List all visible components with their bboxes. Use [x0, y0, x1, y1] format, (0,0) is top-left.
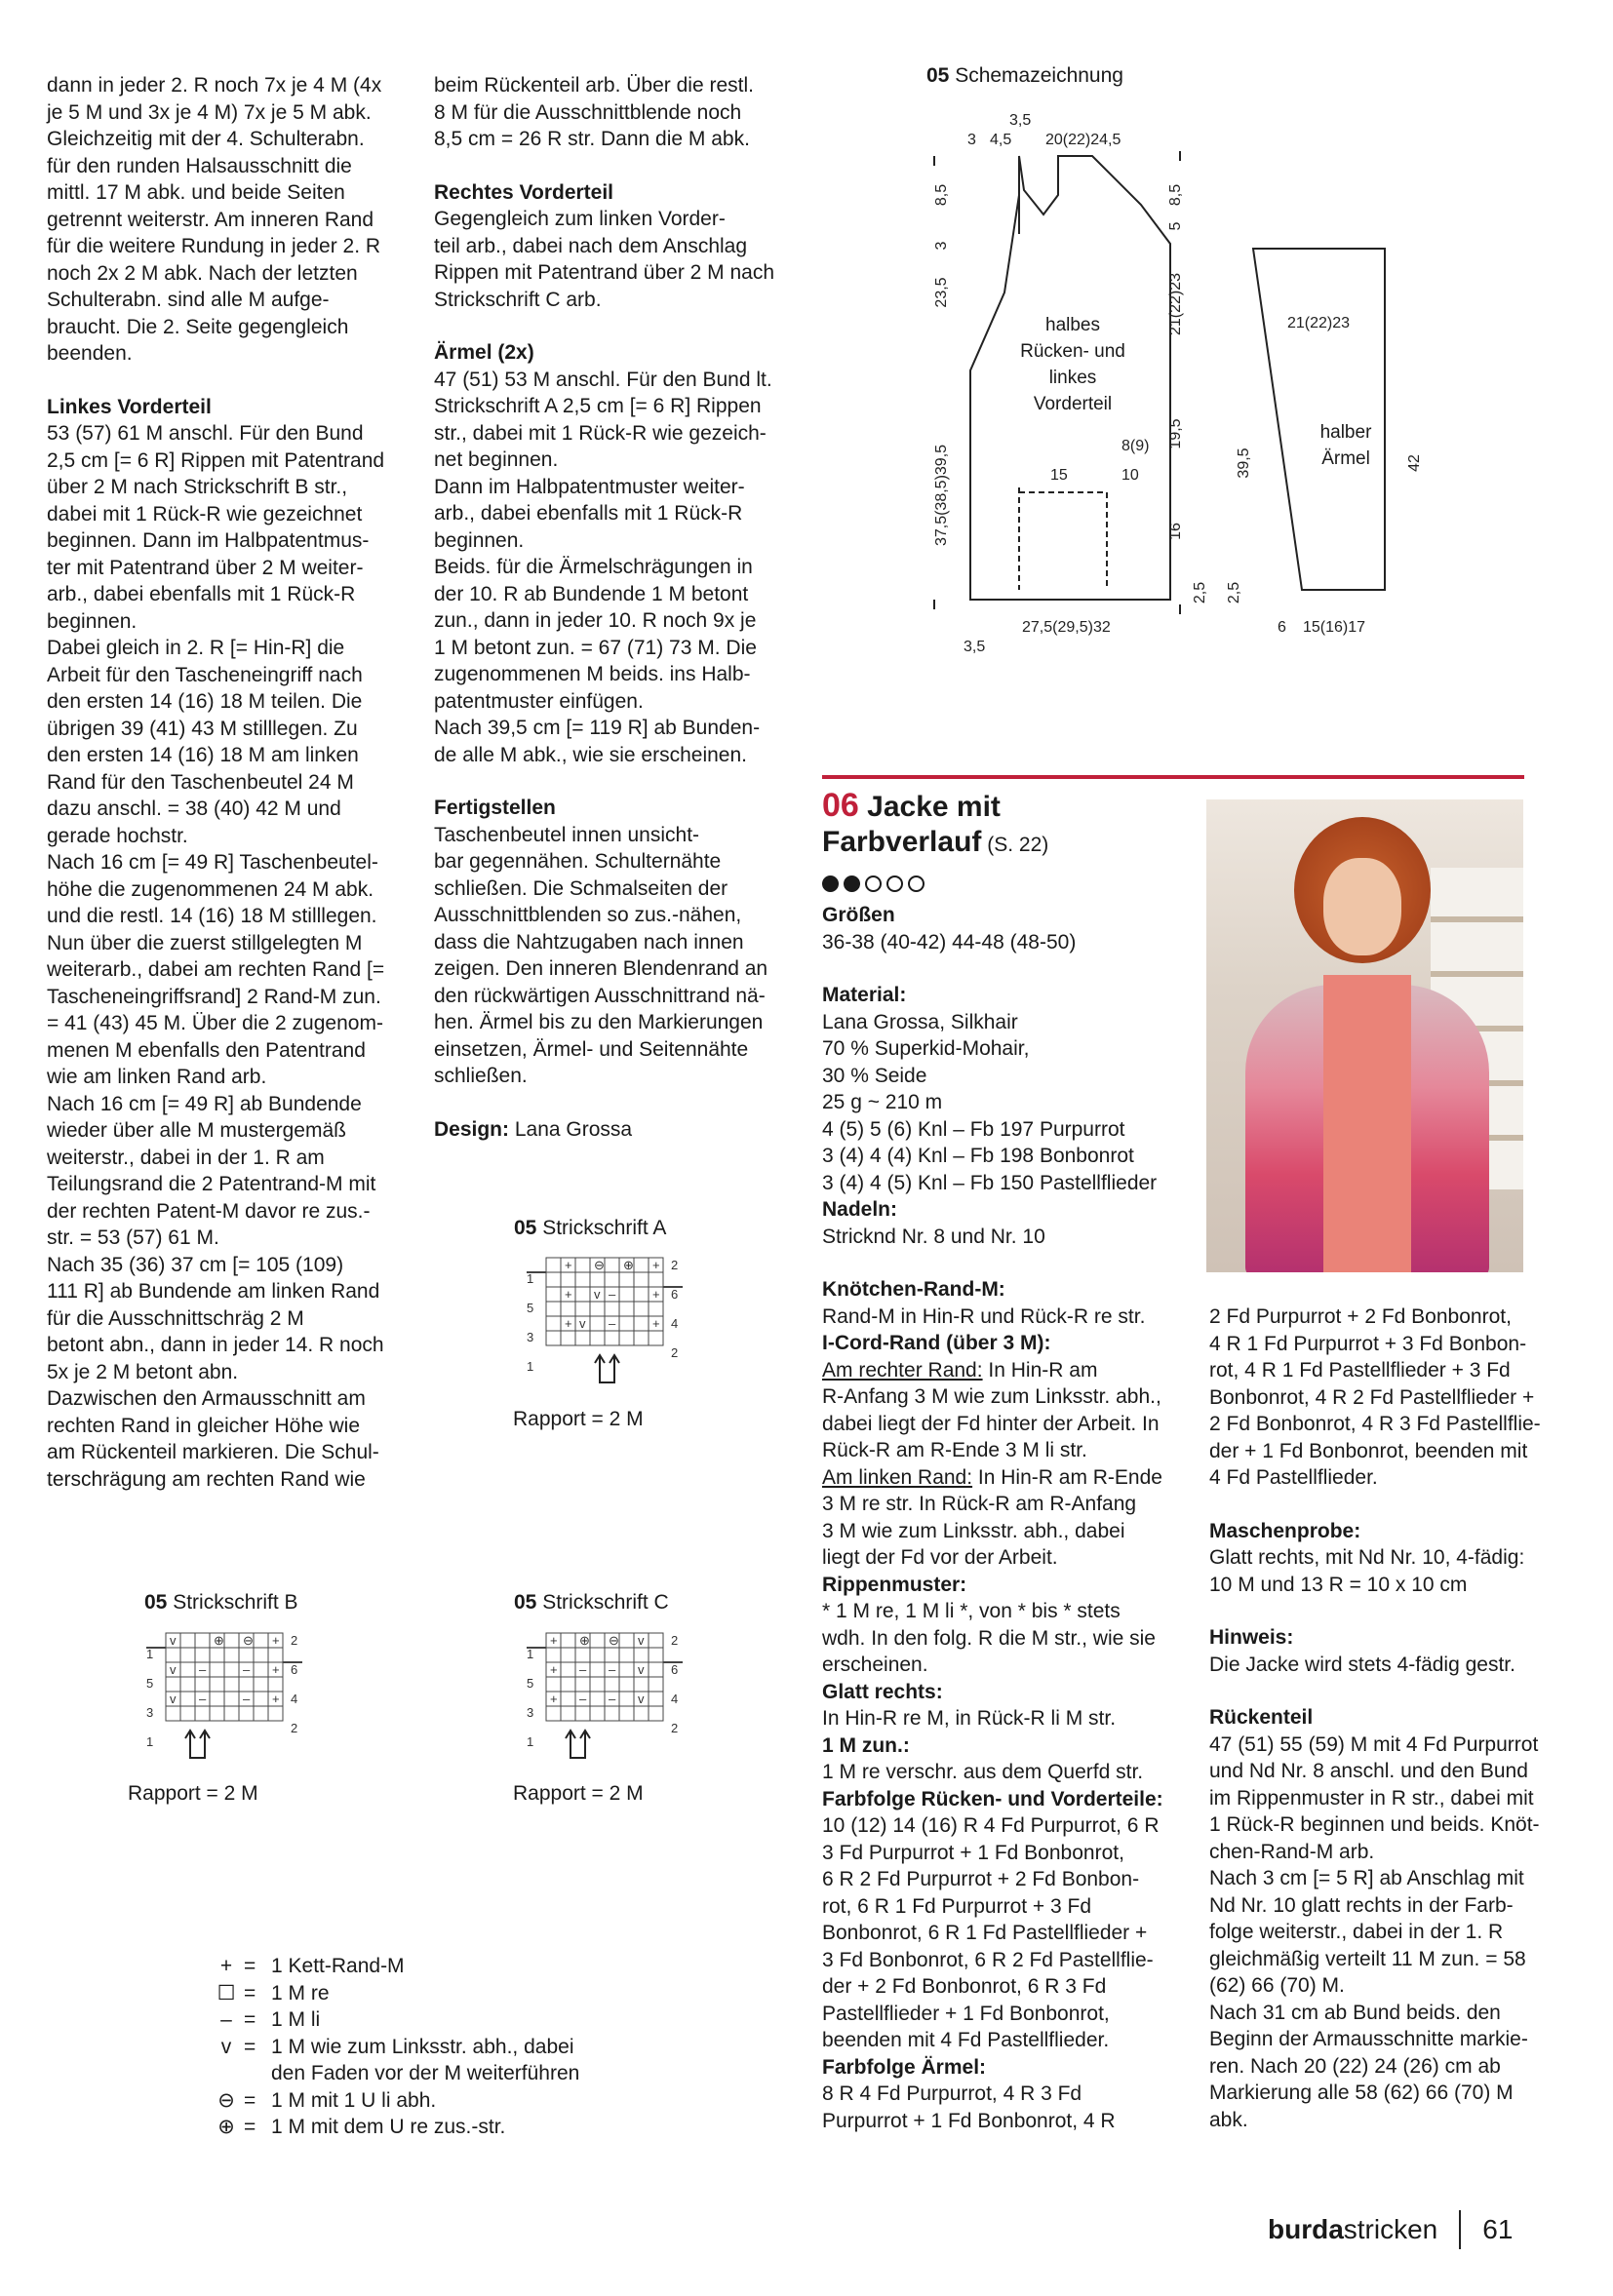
svg-text:⊖: ⊖: [609, 1633, 619, 1648]
svg-text:+: +: [550, 1692, 558, 1706]
svg-text:8,5: 8,5: [1167, 183, 1184, 207]
svg-text:v: v: [579, 1316, 586, 1331]
model-photo: [1206, 799, 1523, 1272]
chart-b-grid: [127, 1623, 322, 1770]
chart-legend: [209, 1953, 579, 2141]
svg-text:v: v: [170, 1692, 177, 1706]
svg-text:3: 3: [933, 241, 950, 251]
svg-text:21(22)23: 21(22)23: [1287, 315, 1351, 331]
svg-text:1: 1: [527, 1271, 534, 1286]
pattern-06-rule: [822, 775, 1524, 779]
glatt-body: In Hin-R re M, in Rück-R li M str.: [822, 1707, 1117, 1730]
svg-text:–: –: [579, 1662, 587, 1677]
svg-text:–: –: [609, 1692, 616, 1706]
svg-text:5: 5: [1167, 221, 1184, 231]
design-credit: Design: Lana Grossa: [434, 1117, 633, 1141]
svg-text:15(16)17: 15(16)17: [1303, 619, 1366, 636]
legend-row: – = 1 M li: [209, 2006, 579, 2034]
groessen-heading: Größen: [822, 904, 895, 926]
legend-row: + = 1 Kett-Rand-M: [209, 1953, 579, 1980]
legend-row: v = 1 M wie zum Linksstr. abh., dabei: [209, 2034, 579, 2061]
column-2: [434, 72, 795, 1143]
knit-stitch-symbol-icon: ☐: [216, 1981, 236, 2004]
svg-text:+: +: [550, 1633, 558, 1648]
icord-left: Am linken Rand: In Hin-R am R-Ende 3 M re str. In Rück-R am R-Anfang 3 M wie zum Linksstr. abh., dabei liegt der Fd vor der Arbeit.: [822, 1465, 1162, 1569]
footer-divider: [1459, 2210, 1461, 2249]
chart-a-grid: [507, 1248, 702, 1394]
svg-text:v: v: [638, 1662, 645, 1677]
svg-text:5: 5: [146, 1676, 154, 1691]
photo-blouse: [1323, 975, 1411, 1272]
legend-row: ⊖ = 1 M mit 1 U li abh.: [209, 2087, 579, 2115]
svg-text:–: –: [609, 1287, 616, 1302]
zun-heading: 1 M zun.:: [822, 1733, 910, 1757]
svg-text:6: 6: [1278, 619, 1286, 636]
svg-text:+: +: [272, 1662, 280, 1677]
photo-face: [1323, 858, 1401, 955]
glatt-heading: Glatt rechts:: [822, 1680, 943, 1703]
svg-text:+: +: [565, 1287, 572, 1302]
material-heading: Material:: [822, 984, 907, 1006]
brand-bold: burda: [1268, 2214, 1344, 2244]
svg-text:1: 1: [146, 1647, 154, 1661]
svg-text:+: +: [550, 1662, 558, 1677]
nadeln-heading: Nadeln:: [822, 1198, 898, 1221]
difficulty-filled-dot-icon: [844, 876, 860, 892]
svg-text:23,5: 23,5: [933, 277, 950, 308]
svg-text:6: 6: [291, 1662, 298, 1677]
zun-body: 1 M re verschr. aus dem Querfd str.: [822, 1761, 1144, 1783]
difficulty-empty-dot-icon: [886, 876, 903, 892]
farbfolge-aermel-body: 8 R 4 Fd Purpurrot, 4 R 3 Fd Purpurrot + 1 Fd Bonbonrot, 4 R: [822, 2082, 1116, 2132]
knoetchen-heading: Knötchen-Rand-M:: [822, 1278, 1005, 1301]
svg-text:v: v: [594, 1287, 601, 1302]
difficulty-empty-dot-icon: [865, 876, 882, 892]
column2-intro: beim Rückenteil arb. Über die restl. 8 M für die Ausschnittblende noch 8,5 cm = 26 R str. Dann die M abk.: [434, 74, 754, 150]
chart-b-title: 05 Strickschrift B: [144, 1591, 298, 1614]
svg-text:–: –: [609, 1662, 616, 1677]
knit-together-symbol-icon: ⊕: [217, 2116, 235, 2138]
rechtes-vorderteil-heading: Rechtes Vorderteil: [434, 180, 614, 204]
farbfolge-aermel-heading: Farbfolge Ärmel:: [822, 2055, 987, 2079]
pattern-06-title: 06 Jacke mit Farbverlauf (S. 22): [822, 787, 1049, 858]
fertigstellen-body: Taschenbeutel innen unsicht- bar gegennähen. Schulternähte schließen. Die Schmalseiten der Ausschnittblenden so zus.-nähen, dass die Nahtzugaben nach innen zeigen. Den inneren Blendenrand an den rückwärtigen Ausschnittrand nä- hen. Ärmel bis zu den Markierungen einsetzen, Ärmel- und Seitennähte schließen.: [434, 823, 768, 1087]
groessen-value: 36-38 (40-42) 44-48 (48-50): [822, 930, 1077, 953]
svg-text:2,5: 2,5: [1226, 581, 1242, 604]
svg-text:⊖: ⊖: [594, 1258, 605, 1272]
svg-text:3,5: 3,5: [964, 639, 986, 655]
fertigstellen-heading: Fertigstellen: [434, 797, 556, 819]
difficulty-rating: [822, 876, 929, 897]
chart-c-grid: [507, 1623, 702, 1770]
chart-a-title: 05 Strickschrift A: [514, 1217, 667, 1239]
svg-text:⊖: ⊖: [243, 1633, 254, 1648]
svg-text:42: 42: [1406, 454, 1423, 472]
icord-heading: I-Cord-Rand (über 3 M):: [822, 1332, 1051, 1354]
svg-text:20(22)24,5: 20(22)24,5: [1045, 132, 1121, 148]
svg-text:5: 5: [527, 1301, 534, 1315]
svg-text:3: 3: [146, 1705, 154, 1720]
schema-drawing: [917, 97, 1463, 673]
purl-stitch-symbol-icon: –: [220, 2008, 232, 2031]
svg-text:19,5: 19,5: [1167, 418, 1184, 449]
svg-text:5: 5: [527, 1676, 534, 1691]
rueckenteil-body: 47 (51) 55 (59) M mit 4 Fd Purpurrot und Nd Nr. 8 anschl. und den Bund im Rippenmuster in R str., dabei mit 1 Rück-R beginnen und beids. Knöt- chen-Rand-M arb. Nach 3 cm [= 5 R] ab Anschlag mit Nd Nr. 10 glatt rechts in der Farb- folge weiterstr., dabei in der 1. R gleichmäßig verteilt 11 M zun. = 58 (62) 66 (70) M. Nach 31 cm ab Bund beids. den Beginn der Armausschnitte markie- ren. Nach 20 (22) 24 (26) cm ab Markierung alle 58 (62) 66 (70) M abk.: [1209, 1732, 1540, 2131]
svg-text:+: +: [652, 1287, 660, 1302]
svg-text:2,5: 2,5: [1192, 581, 1208, 604]
svg-text:+: +: [652, 1316, 660, 1331]
page-number: 61: [1482, 2214, 1514, 2244]
svg-text:+: +: [652, 1258, 660, 1272]
svg-text:–: –: [609, 1316, 616, 1331]
svg-text:4: 4: [671, 1316, 679, 1331]
svg-text:–: –: [199, 1662, 207, 1677]
svg-text:4: 4: [671, 1692, 679, 1706]
svg-text:8(9): 8(9): [1121, 438, 1150, 454]
rechtes-vorderteil-body: Gegengleich zum linken Vorder- teil arb., dabei nach dem Anschlag Rippen mit Patentrand über 2 M nach Strickschrift C arb.: [434, 208, 775, 311]
svg-text:+: +: [565, 1316, 572, 1331]
material-body: Lana Grossa, Silkhair 70 % Superkid-Mohair, 30 % Seide 25 g ~ 210 m 4 (5) 5 (6) Knl – Fb 197 Purpurrot 3 (4) 4 (4) Knl – Fb 198 Bonbonrot 3 (4) 4 (5) Knl – Fb 150 Pastellflieder: [822, 1010, 1158, 1194]
hinweis-body: Die Jacke wird stets 4-fädig gestr.: [1209, 1653, 1515, 1676]
linkes-vorderteil-heading: Linkes Vorderteil: [47, 395, 212, 418]
svg-text:1: 1: [527, 1647, 534, 1661]
svg-text:4: 4: [291, 1692, 298, 1706]
svg-text:3: 3: [527, 1705, 534, 1720]
svg-text:10: 10: [1121, 467, 1139, 484]
kett-rand-symbol-icon: +: [219, 1955, 233, 1977]
icord-right: Am rechter Rand: In Hin-R am R-Anfang 3 M wie zum Linksstr. abh., dabei liegt der Fd hinter der Arbeit. In Rück-R am R-Ende 3 M li str.: [822, 1358, 1161, 1461]
svg-text:1: 1: [527, 1734, 534, 1749]
svg-text:2: 2: [671, 1345, 679, 1360]
svg-text:–: –: [579, 1692, 587, 1706]
farbfolge-body: 10 (12) 14 (16) R 4 Fd Purpurrot, 6 R 3 Fd Purpurrot + 1 Fd Bonbonrot, 6 R 2 Fd Purpurrot + 2 Fd Bonbon- rot, 6 R 1 Fd Purpurrot + 3 Fd Bonbonrot, 6 R 1 Fd Pastellflieder + 3 Fd Bonbonrot, 6 R 2 Fd Pastellflie- der + 2 Fd Bonbonrot, 6 R 3 Fd Pastellflieder + 1 Fd Bonbonrot, beenden mit 4 Fd Pastellflieder.: [822, 1814, 1160, 2051]
svg-text:1: 1: [527, 1359, 534, 1374]
svg-text:v: v: [170, 1633, 177, 1648]
svg-text:v: v: [638, 1633, 645, 1648]
aermel-body: 47 (51) 53 M anschl. Für den Bund lt. Strickschrift A 2,5 cm [= 6 R] Rippen str., dabei mit 1 Rück-R wie gezeich- net beginnen. Dann im Halbpatentmuster weiter- arb., dabei ebenfalls mit 1 Rück-R beginnen. Beids. für die Ärmelschrägungen in der 10. R ab Bundende 1 M betont zun., dann in jeder 10. R noch 9x je 1 M betont zun. = 67 (71) 73 M. Die zugenommenen M beids. ins Halb- patentmuster einfügen. Nach 39,5 cm [= 119 R] ab Bunden- de alle M abk., wie sie erscheinen.: [434, 368, 772, 766]
rippen-heading: Rippenmuster:: [822, 1573, 967, 1596]
svg-text:v: v: [170, 1662, 177, 1677]
pattern-number: 06: [822, 787, 859, 824]
svg-text:–: –: [199, 1692, 207, 1706]
maschenprobe-body: Glatt rechts, mit Nd Nr. 10, 4-fädig: 10 M und 13 R = 10 x 10 cm: [1209, 1546, 1525, 1596]
rippen-body: * 1 M re, 1 M li *, von * bis * stets wdh. In den folg. R die M str., wie sie erscheinen.: [822, 1600, 1156, 1676]
rueckenteil-heading: Rückenteil: [1209, 1706, 1314, 1729]
difficulty-filled-dot-icon: [822, 876, 839, 892]
slip-yo-symbol-icon: ⊖: [217, 2088, 235, 2112]
svg-text:2: 2: [671, 1721, 679, 1735]
svg-text:4,5: 4,5: [990, 132, 1012, 148]
svg-text:+: +: [272, 1692, 280, 1706]
svg-text:3: 3: [527, 1330, 534, 1344]
column-1: [47, 72, 408, 1493]
svg-text:2: 2: [291, 1633, 298, 1648]
svg-text:21(22)23: 21(22)23: [1167, 272, 1184, 336]
legend-row: ⊕ = 1 M mit dem U re zus.-str.: [209, 2114, 579, 2141]
footer: [1268, 2210, 1513, 2249]
chart-b-rapport: Rapport = 2 M: [128, 1782, 258, 1805]
svg-text:2: 2: [671, 1633, 679, 1648]
svg-text:8,5: 8,5: [933, 183, 950, 207]
schema-body-label: halbes Rücken- und linkes Vorderteil: [1020, 315, 1125, 414]
svg-text:1: 1: [146, 1734, 154, 1749]
linkes-vorderteil-body: 53 (57) 61 M anschl. Für den Bund 2,5 cm [= 6 R] Rippen mit Patentrand über 2 M nach Strickschrift B str., dabei mit 1 Rück-R wie gezeichnet beginnen. Dann im Halbpatentmus- ter mit Patentrand über 2 M weiter- arb., dabei ebenfalls mit 1 Rück-R beginnen. Dabei gleich in 2. R [= Hin-R] die Arbeit für den Tascheneingriff nach den ersten 14 (16) 18 M teilen. Die übrigen 39 (41) 43 M stilllegen. Zu den ersten 14 (16) 18 M am linken Rand für den Taschenbeutel 24 M dazu anschl. = 38 (40) 42 M und gerade hochstr. Nach 16 cm [= 49 R] Taschenbeutel- höhe die zugenommenen 24 M abk. und die restl. 14 (16) 18 M stilllegen. Nun über die zuerst stillgelegten M weiterarb., dabei am rechten Rand [= Tascheneingriffsrand] 2 Rand-M zun. = 41 (43) 45 M. Über die 2 zugenom- menen M ebenfalls den Patentrand wie am linken Rand arb. Nach 16 cm [= 49 R] ab Bundende wieder über alle M mustergemäß weiterstr., dabei in der 1. R am Teilungsrand die 2 Patentrand-M mit der rechten Patent-M davor re zus.- str. = 53 (57) 61 M. Nach 35 (36) 37 cm [= 105 (109) 111 R] ab Bundende am linken Rand für die Ausschnittschräg 2 M betont abn., dann in jeder 14. R noch 5x je 2 M betont abn. Dazwischen den Armausschnitt am rechten Rand in gleicher Höhe wie am Rückenteil markieren. Die Schul- terschrägung am rechten Rand wie: [47, 422, 385, 1491]
svg-text:⊕: ⊕: [214, 1633, 224, 1648]
nadeln-value: Stricknd Nr. 8 und Nr. 10: [822, 1225, 1045, 1248]
farbfolge-heading: Farbfolge Rücken- und Vorderteile:: [822, 1787, 1163, 1810]
svg-text:3: 3: [967, 132, 976, 148]
hinweis-heading: Hinweis:: [1209, 1626, 1294, 1649]
aermel-heading: Ärmel (2x): [434, 341, 534, 364]
column1-intro: dann in jeder 2. R noch 7x je 4 M (4x je 5 M und 3x je 4 M) 7x je 5 M abk. Gleichzeitig mit der 4. Schulterabn. für den runden Halsausschnitt die mittl. 17 M abk. und beide Seiten getrennt weiterstr. Am inneren Rand für die weitere Rundung in jeder 2. R noch 2x 2 M abk. Nach der letzten Schulterabn. sind alle M aufge- braucht. Die 2. Seite gegengleich beenden.: [47, 74, 382, 365]
schema-title: 05 Schemazeichnung: [926, 64, 1123, 87]
svg-text:27,5(29,5)32: 27,5(29,5)32: [1022, 619, 1111, 636]
svg-text:⊕: ⊕: [579, 1633, 590, 1648]
column4-intro: 2 Fd Purpurrot + 2 Fd Bonbonrot, 4 R 1 Fd Purpurrot + 3 Fd Bonbon- rot, 4 R 1 Fd Pastellflieder + 3 Fd Bonbonrot, 4 R 2 Fd Pastellflieder + 2 Fd Bonbonrot, 4 R 3 Fd Pastellflie- der + 1 Fd Bonbonrot, beenden mit 4 Fd Pastellflieder.: [1209, 1305, 1541, 1489]
chart-c-title: 05 Strickschrift C: [514, 1591, 669, 1614]
svg-text:6: 6: [671, 1287, 679, 1302]
legend-row: den Faden vor der M weiterführen: [271, 2062, 580, 2084]
svg-text:v: v: [638, 1692, 645, 1706]
column-3: [822, 902, 1193, 2134]
svg-text:2: 2: [671, 1258, 679, 1272]
svg-text:16: 16: [1167, 523, 1184, 540]
chart-a-rapport: Rapport = 2 M: [513, 1408, 644, 1430]
slip-stitch-symbol-icon: v: [220, 2035, 232, 2058]
svg-text:39,5: 39,5: [1236, 448, 1252, 479]
svg-text:6: 6: [671, 1662, 679, 1677]
svg-text:+: +: [565, 1258, 572, 1272]
difficulty-empty-dot-icon: [908, 876, 925, 892]
schema-sleeve-label: halber Ärmel: [1319, 422, 1372, 469]
svg-text:15: 15: [1050, 467, 1068, 484]
column-4: [1209, 1304, 1580, 2133]
svg-text:2: 2: [291, 1721, 298, 1735]
legend-row: ☐ = 1 M re: [209, 1980, 579, 2007]
svg-text:37,5(38,5)39,5: 37,5(38,5)39,5: [933, 444, 950, 547]
svg-text:–: –: [243, 1662, 251, 1677]
schema-label-35: 3,5: [1009, 112, 1032, 129]
chart-c-rapport: Rapport = 2 M: [513, 1782, 644, 1805]
knoetchen-body: Rand-M in Hin-R und Rück-R re str.: [822, 1304, 1146, 1328]
svg-text:–: –: [243, 1692, 251, 1706]
svg-text:+: +: [272, 1633, 280, 1648]
brand-light: stricken: [1343, 2214, 1438, 2244]
svg-text:⊕: ⊕: [623, 1258, 634, 1272]
maschenprobe-heading: Maschenprobe:: [1209, 1519, 1361, 1542]
